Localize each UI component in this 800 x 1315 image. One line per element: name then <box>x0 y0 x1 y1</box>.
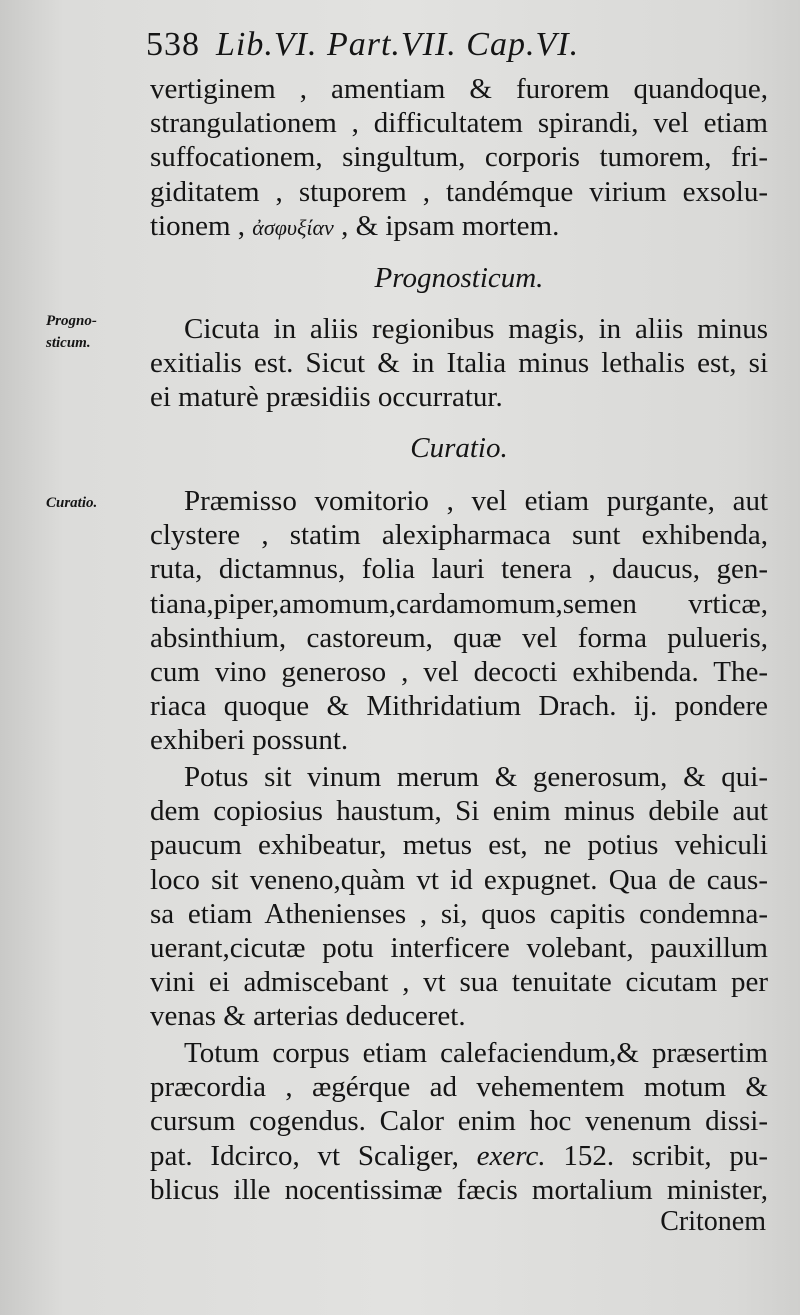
text-line: paucum exhibeatur, metus est, ne potius vehiculi <box>150 829 768 862</box>
running-header <box>146 26 579 64</box>
text-line: Totum corpus etiam calefaciendum,& præsertim <box>184 1037 768 1069</box>
text-line: exitialis est. Sicut & in Italia minus lethalis est, si <box>150 347 768 380</box>
text-line: cum vino generoso , vel decocti exhibenda. The- <box>150 656 768 689</box>
text-line: vini ei admiscebant , vt sua tenuitate cicutam per <box>150 966 768 999</box>
page-number: 538 <box>146 26 200 63</box>
catchword: Critonem <box>660 1206 766 1237</box>
text-line: dem copiosius haustum, Si enim minus debile aut <box>150 795 768 828</box>
text-line: vertiginem , amentiam & furorem quandoque, <box>150 73 768 105</box>
paragraph-potus <box>150 760 768 1034</box>
text-line: riaca quoque & Mithridatium Drach. ij. pondere <box>150 690 768 723</box>
margin-note-line: sticum. <box>46 335 91 351</box>
text-line <box>150 209 768 245</box>
text-line: uerant,cicutæ potu interficere volebant, pauxillum <box>150 932 768 965</box>
text-fragment: pat. Idcirco, vt Scaliger, <box>150 1139 477 1172</box>
running-title: Lib.VI. Part.VII. Cap.VI. <box>216 26 580 63</box>
text-fragment: , & ipsam mortem. <box>333 209 560 242</box>
margin-note-line: Progno- <box>46 313 97 329</box>
section-heading-curatio: Curatio. <box>410 432 508 464</box>
greek-word: ἀσφυξίαν <box>252 214 334 240</box>
text-line: suffocationem, singultum, corporis tumorem, fri- <box>150 141 768 174</box>
text-line: Cicuta in aliis regionibus magis, in aliis minus <box>184 313 768 345</box>
text-line: blicus ille nocentissimæ fæcis mortalium minister, <box>150 1173 768 1206</box>
text-line: præcordia , ægérque ad vehementem motum & <box>150 1071 768 1104</box>
text-line: clystere , statim alexipharmaca sunt exhibenda, <box>150 519 768 552</box>
margin-note-prognosticum <box>46 310 97 354</box>
paragraph-symptoms <box>150 72 768 245</box>
text-line: strangulationem , difficultatem spirandi, vel etiam <box>150 107 768 140</box>
text-line: Potus sit vinum merum & generosum, & qui- <box>184 761 768 793</box>
citation-reference: exerc. <box>476 1139 546 1172</box>
text-line <box>150 1139 768 1173</box>
text-line: giditatem , stuporem , tandémque virium exsolu- <box>150 175 768 208</box>
text-line: Præmisso vomitorio , vel etiam purgante, aut <box>184 485 768 517</box>
text-fragment: 152. scribit, pu- <box>545 1139 768 1172</box>
paragraph-curatio <box>150 484 768 758</box>
paragraph-prognosticum <box>150 312 768 415</box>
text-line: absinthium, castoreum, quæ vel forma pulueris, <box>150 621 768 654</box>
text-line: loco sit veneno,quàm vt id expugnet. Qua de caus- <box>150 863 768 896</box>
text-line: ei maturè præsidiis occurratur. <box>150 381 503 414</box>
text-line: sa etiam Athenienses , si, quos capitis condemna- <box>150 897 768 930</box>
text-line: tiana,piper,amomum,cardamomum,semen vrticæ, <box>150 587 768 620</box>
text-fragment: tionem , <box>150 209 253 242</box>
text-line: exhiberi possunt. <box>150 724 349 757</box>
text-line: cursum cogendus. Calor enim hoc venenum dissi- <box>150 1105 768 1138</box>
margin-note-curatio: Curatio. <box>46 495 98 511</box>
section-heading-prognosticum: Prognosticum. <box>374 262 544 294</box>
text-line: venas & arterias deduceret. <box>150 1000 466 1033</box>
text-line: ruta, dictamnus, folia lauri tenera , daucus, gen- <box>150 553 768 586</box>
paragraph-calefaciendum <box>150 1036 768 1207</box>
